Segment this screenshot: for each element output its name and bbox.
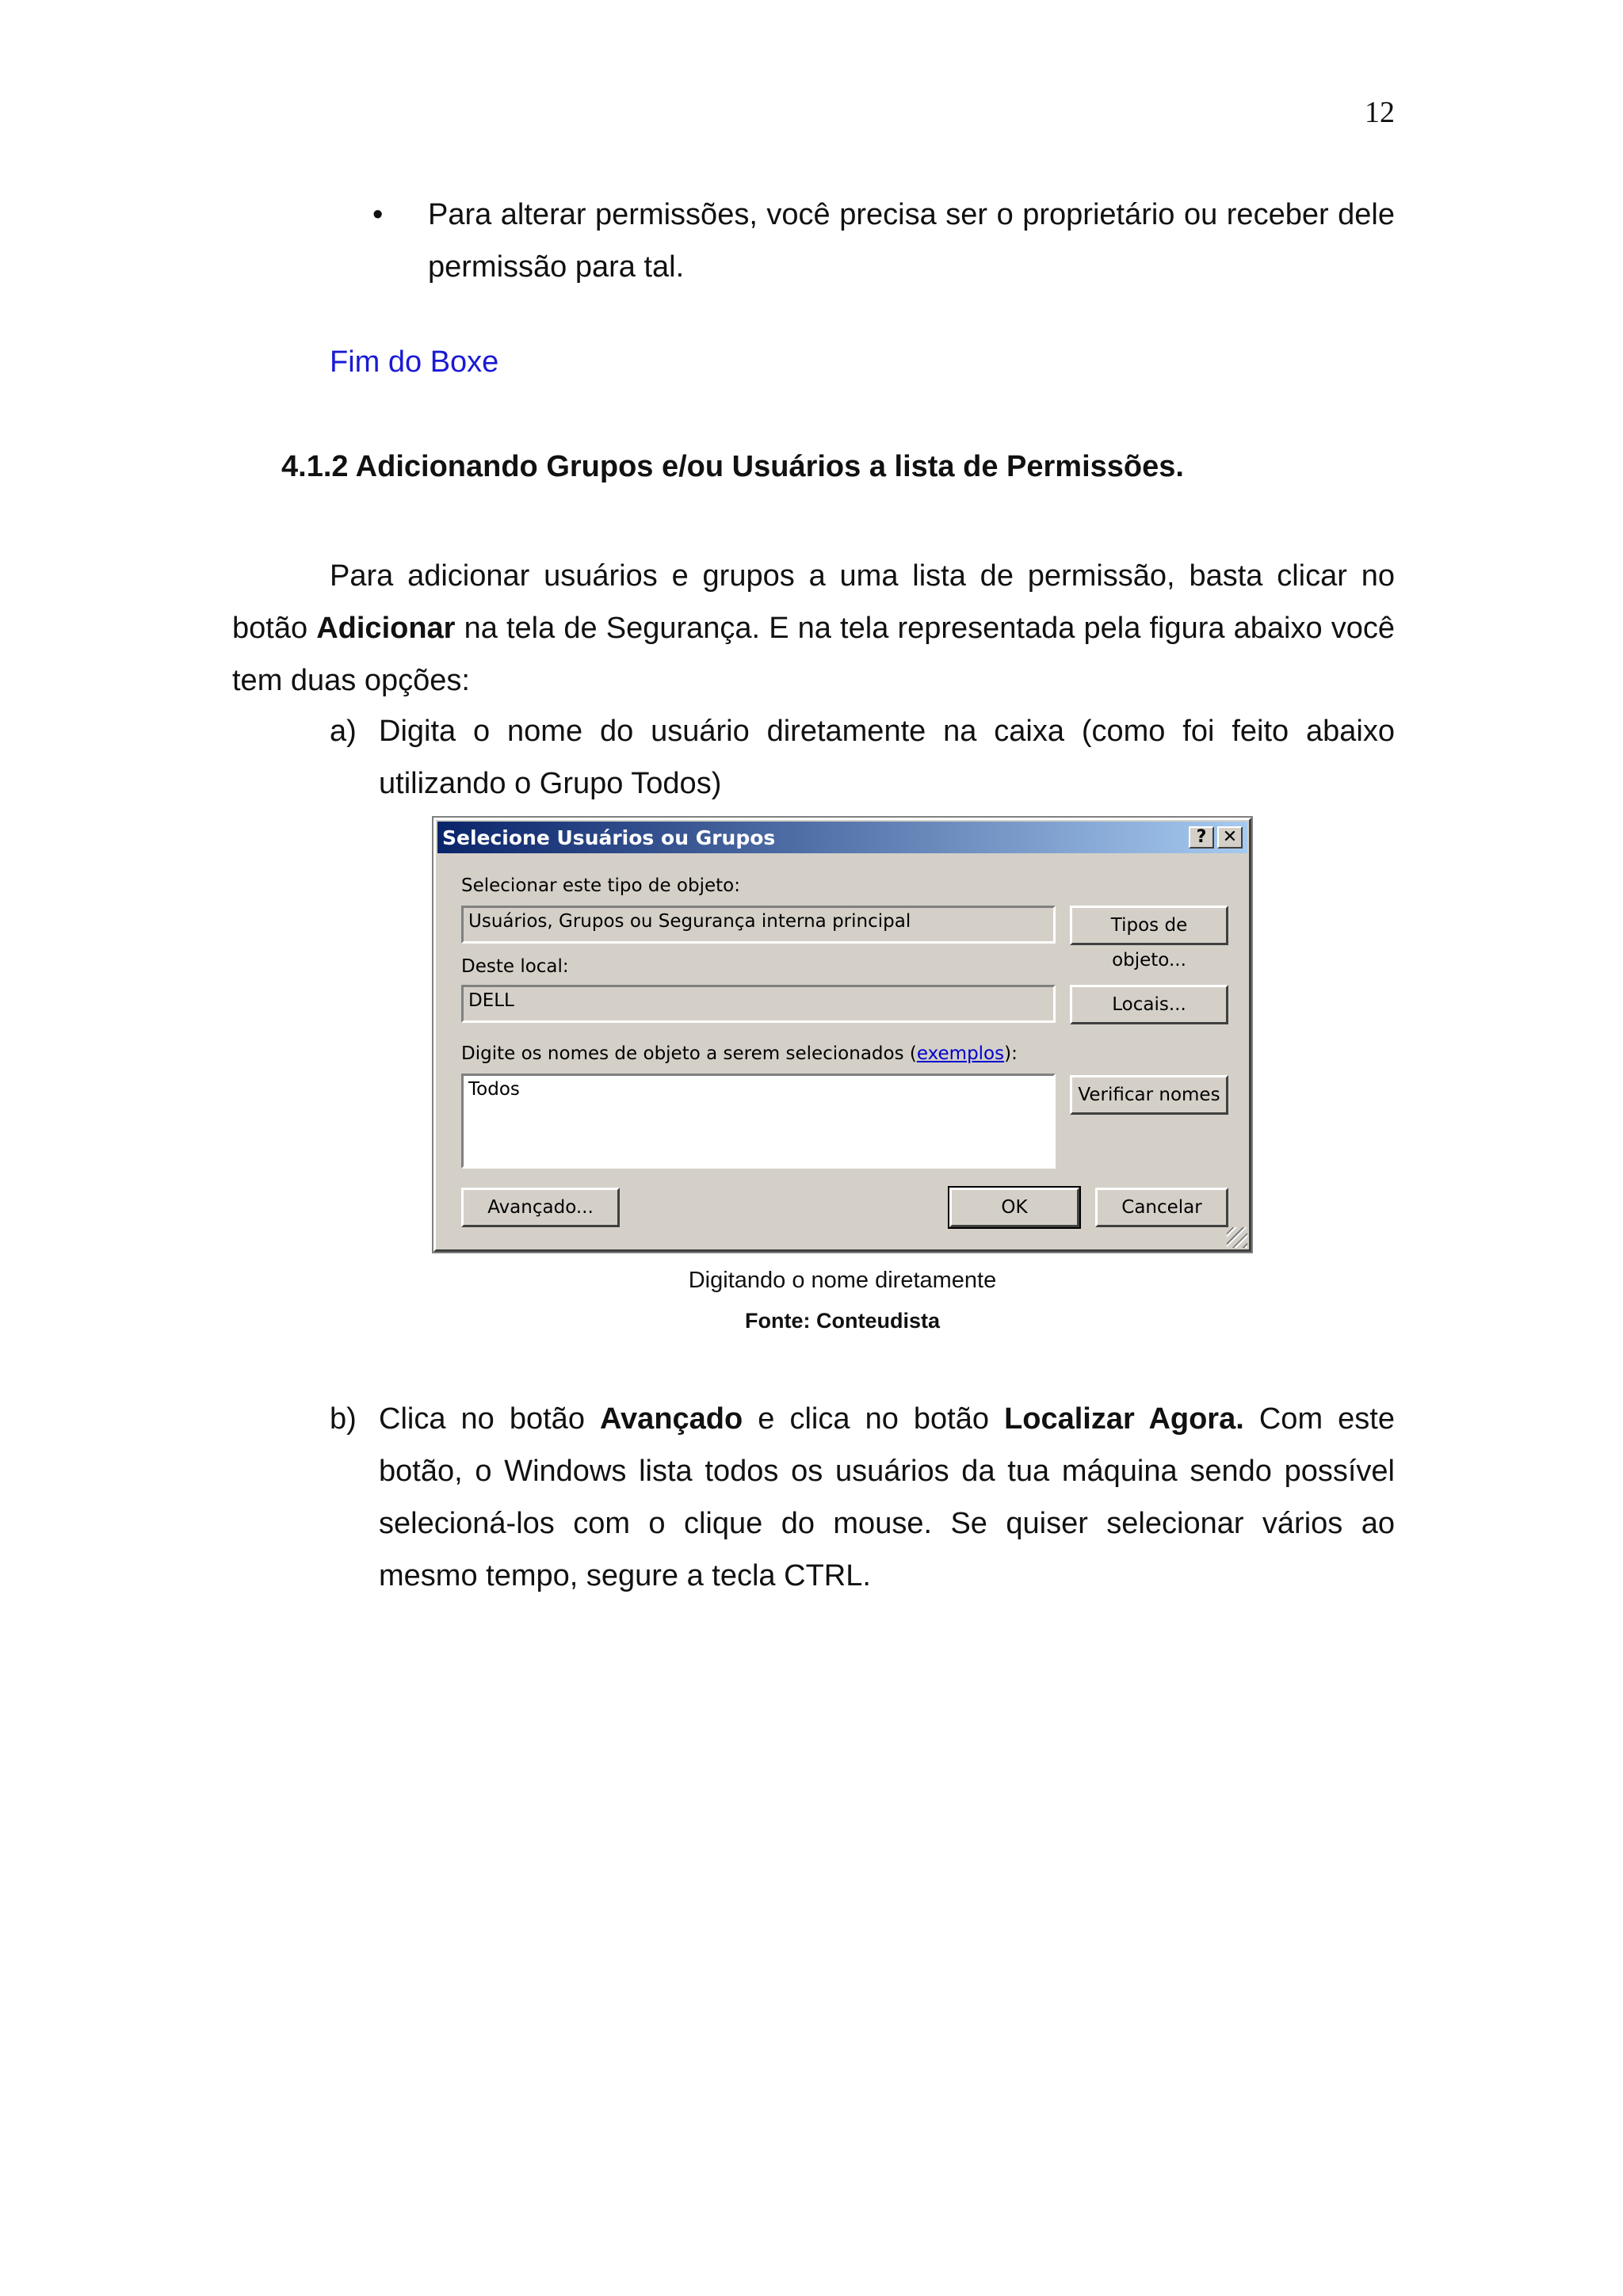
list-b-text-1: Clica no botão: [379, 1402, 601, 1436]
location-label: Deste local:: [461, 956, 569, 977]
object-names-label-end: ):: [1004, 1043, 1018, 1064]
end-of-box-label: Fim do Boxe: [330, 345, 499, 379]
advanced-button[interactable]: Avançado...: [461, 1188, 620, 1227]
paragraph-bold: Adicionar: [316, 612, 456, 645]
list-marker-b: b): [330, 1402, 357, 1436]
select-users-dialog: [433, 818, 1251, 1252]
object-types-button[interactable]: Tipos de objeto...: [1070, 906, 1228, 945]
object-type-label: Selecionar este tipo de objeto:: [461, 875, 740, 896]
close-icon[interactable]: ✕: [1217, 826, 1243, 849]
dialog-title: Selecione Usuários ou Grupos: [442, 826, 776, 849]
locations-button[interactable]: Locais...: [1070, 985, 1228, 1024]
list-marker-a: a): [330, 715, 357, 748]
paragraph-text-2: na tela de Segurança. E na tela representada pela figura abaixo você tem duas opções:: [232, 612, 1395, 697]
list-text-a: Digita o nome do usuário diretamente na caixa (como foi feito abaixo utilizando o Grupo Todos): [379, 715, 1395, 800]
object-names-input[interactable]: Todos: [461, 1074, 1056, 1169]
object-names-label: [461, 1043, 1018, 1064]
paragraph-text-1: Para adicionar usuários e grupos a uma lista de permissão, basta clicar no botão: [232, 559, 1395, 645]
section-heading: 4.1.2 Adicionando Grupos e/ou Usuários a lista de Permissões.: [281, 450, 1184, 483]
list-b-bold-1: Avançado: [600, 1402, 743, 1436]
figure-source: Fonte: Conteudista: [745, 1309, 940, 1333]
help-icon[interactable]: ?: [1189, 826, 1214, 849]
bullet-text: Para alterar permissões, você precisa ser o proprietário ou receber dele permissão para tal.: [428, 198, 1395, 284]
object-type-field: Usuários, Grupos ou Segurança interna principal: [461, 906, 1056, 944]
ok-button[interactable]: OK: [949, 1188, 1079, 1227]
examples-link[interactable]: exemplos: [916, 1043, 1005, 1064]
cancel-button[interactable]: Cancelar: [1095, 1188, 1228, 1227]
list-item-b: [330, 1393, 1395, 1602]
page-number: 12: [1365, 96, 1395, 129]
bullet-dot-icon: •: [372, 198, 384, 231]
list-text-b: [379, 1393, 1395, 1602]
intro-paragraph: [232, 550, 1395, 707]
figure-caption: Digitando o nome diretamente: [688, 1268, 997, 1293]
location-field: DELL: [461, 985, 1056, 1023]
resize-grip-icon[interactable]: [1227, 1227, 1247, 1248]
dialog-titlebar[interactable]: [437, 822, 1247, 853]
list-b-text-3: Com este botão, o Windows lista todos os usuários da tua máquina sendo possível selecioná-los com o clique do mouse. Se quiser selecionar vários ao mesmo tempo, segure a tecla CTRL.: [379, 1402, 1395, 1592]
object-names-label-text: Digite os nomes de objeto a serem selecionados (: [461, 1043, 917, 1064]
check-names-button[interactable]: Verificar nomes: [1070, 1075, 1228, 1115]
list-item-a: [330, 705, 1395, 810]
list-b-bold-2: Localizar Agora.: [1004, 1402, 1244, 1436]
bullet-item: [372, 189, 1395, 293]
list-b-text-2: e clica no botão: [743, 1402, 1005, 1436]
titlebar-buttons: [1189, 826, 1247, 849]
